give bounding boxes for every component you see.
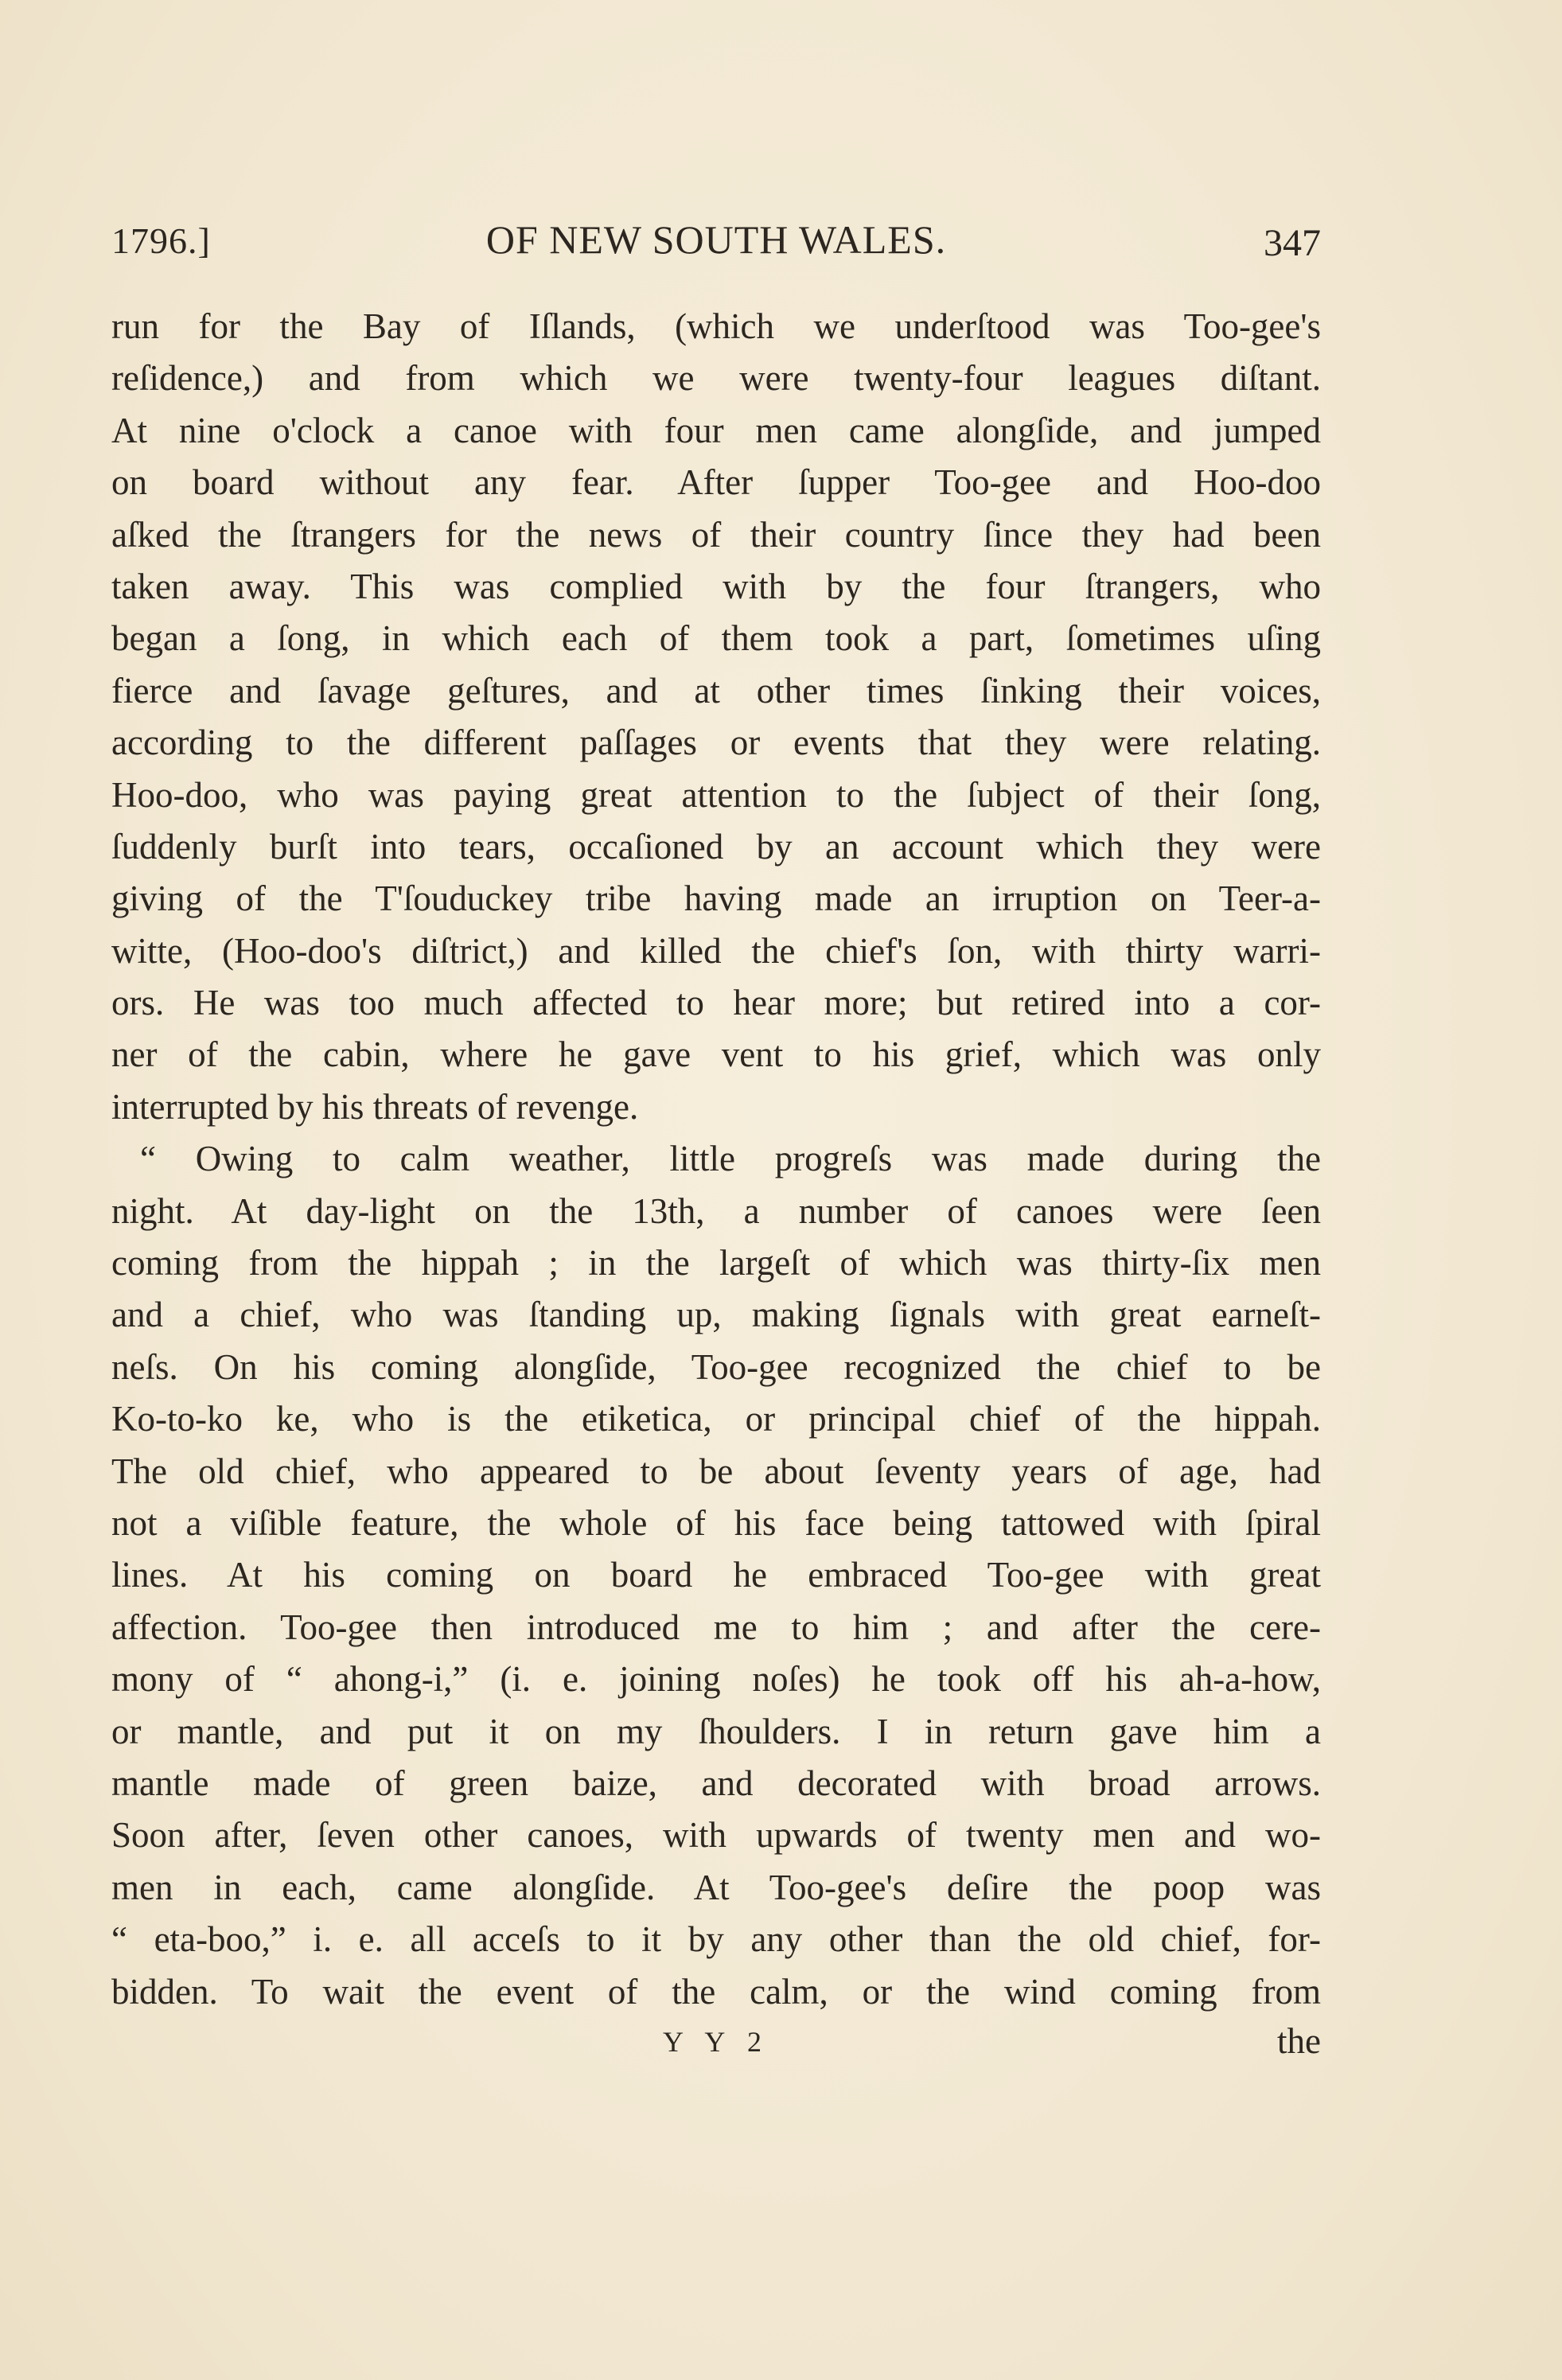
text-line: witte, (Hoo-doo's diſtrict,) and killed the chief's ſon, with thirty warri-: [111, 930, 1321, 971]
text-line: giving of the T'ſouduckey tribe having made an irruption on Teer-a-: [111, 878, 1321, 919]
text-line: reſidence,) and from which we were twenty-four leagues diſtant.: [111, 358, 1321, 399]
text-line: fierce and ſavage geſtures, and at other times ſinking their voices,: [111, 670, 1321, 711]
text-line: and a chief, who was ſtanding up, making ſignals with great earneſt-: [111, 1295, 1321, 1335]
page-footer: [111, 2020, 1321, 2068]
text-line: ſuddenly burſt into tears, occaſioned by an account which they were: [111, 826, 1321, 867]
header-year: 1796.]: [111, 220, 211, 261]
text-line: neſs. On his coming alongſide, Too-gee recognized the chief to be: [111, 1346, 1321, 1387]
text-line: men in each, came alongſide. At Too-gee's deſire the poop was: [111, 1867, 1321, 1907]
text-line: affection. Too-gee then introduced me to him ; and after the cere-: [111, 1607, 1321, 1647]
text-line: lines. At his coming on board he embraced Too-gee with great: [111, 1555, 1321, 1595]
text-line: not a viſible feature, the whole of his face being tattowed with ſpiral: [111, 1502, 1321, 1543]
text-line: ors. He was too much affected to hear more; but retired into a cor-: [111, 983, 1321, 1023]
catchword: the: [1277, 2021, 1321, 2061]
running-header: [111, 213, 1321, 269]
text-line: At nine o'clock a canoe with four men came alongſide, and jumped: [111, 410, 1321, 450]
text-line: aſked the ſtrangers for the news of their country ſince they had been: [111, 514, 1321, 555]
page-number: 347: [1264, 222, 1321, 264]
text-line: according to the different paſſages or events that they were relating.: [111, 723, 1321, 763]
text-line: began a ſong, in which each of them took a part, ſometimes uſing: [111, 618, 1321, 659]
text-line: Hoo-doo, who was paying great attention to the ſubject of their ſong,: [111, 774, 1321, 815]
text-line: night. At day-light on the 13th, a number of canoes were ſeen: [111, 1190, 1321, 1231]
text-line: Soon after, ſeven other canoes, with upwards of twenty men and wo-: [111, 1815, 1321, 1856]
body-text: [111, 301, 1321, 2018]
text-line: bidden. To wait the event of the calm, or the wind coming from: [111, 1971, 1321, 2012]
text-line: mantle made of green baize, and decorated with broad arrows.: [111, 1763, 1321, 1803]
text-line: on board without any fear. After ſupper Too-gee and Hoo-doo: [111, 462, 1321, 503]
text-line: Ko-to-ko ke, who is the etiketica, or principal chief of the hippah.: [111, 1399, 1321, 1439]
text-line: run for the Bay of Iſlands, (which we underſtood was Too-gee's: [111, 306, 1321, 346]
text-line: coming from the hippah ; in the largeſt of which was thirty-ſix men: [111, 1243, 1321, 1283]
text-line: “ Owing to calm weather, little progreſs was made during the: [140, 1139, 1321, 1179]
text-line: ner of the cabin, where he gave vent to his grief, which was only: [111, 1034, 1321, 1075]
running-title: OF NEW SOUTH WALES.: [485, 217, 947, 262]
text-line: or mantle, and put it on my ſhoulders. I in return gave him a: [111, 1711, 1321, 1751]
text-line: interrupted by his threats of revenge.: [111, 1086, 639, 1127]
text-line: “ eta-boo,” i. e. all acceſs to it by any other than the old chief, for-: [111, 1919, 1321, 1960]
signature-mark: Y Y 2: [663, 2026, 769, 2058]
text-line: The old chief, who appeared to be about ſeventy years of age, had: [111, 1451, 1321, 1491]
text-line: taken away. This was complied with by the four ſtrangers, who: [111, 566, 1321, 606]
text-line: mony of “ ahong-i,” (i. e. joining noſes) he took off his ah-a-how,: [111, 1659, 1321, 1700]
